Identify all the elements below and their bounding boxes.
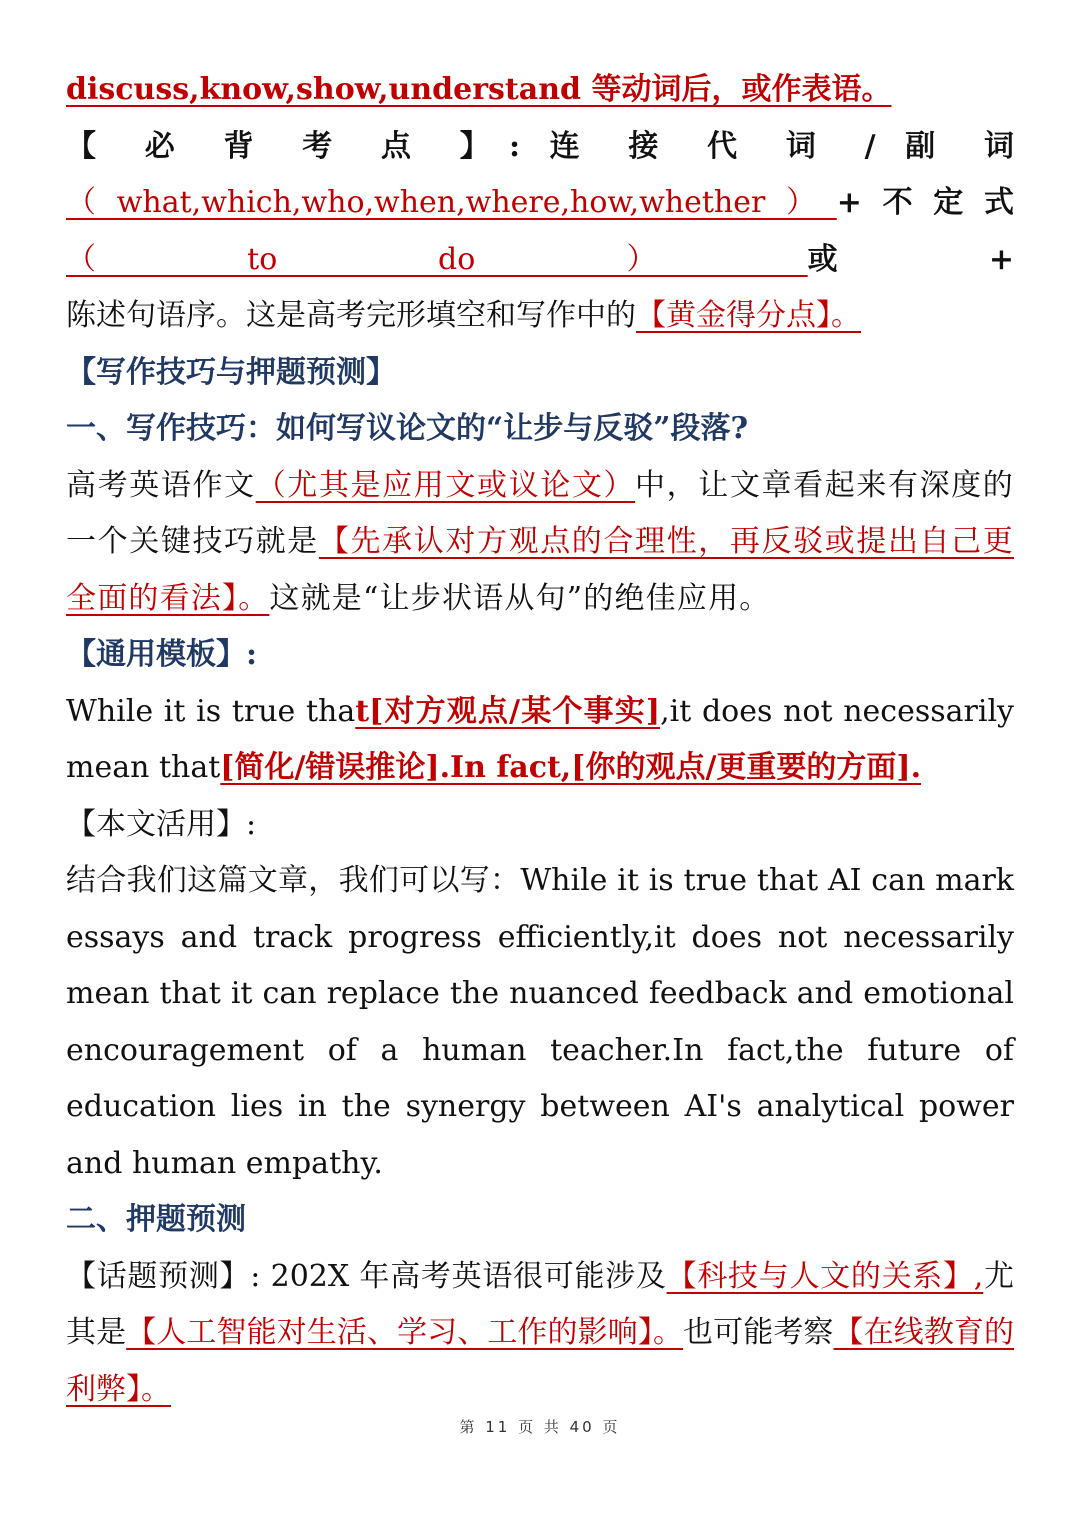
prediction-highlight-3: 【在线教育的利弊】。 — [66, 1315, 1015, 1407]
template-slot-2: [简化/错误推论].In fact,[你的观点/更重要的方面]. — [220, 750, 922, 785]
golden-point-text: 【黄金得分点】。 — [636, 298, 861, 333]
must-memorize-label: 【 必 背 考 点 】: 连 接 代 词 / 副 词 — [66, 128, 1014, 164]
word-order-text: 陈述句语序。这是高考完形填空和写作中的 — [66, 298, 636, 333]
verbs-note-text: discuss,know,show,understand 等动词后，或作表语。 — [66, 72, 892, 107]
writing-section-heading: 【写作技巧与押题预测】 — [66, 354, 396, 390]
part2-heading: 二、押题预测 — [66, 1202, 246, 1237]
infinitive-label: +不定式 — [836, 185, 1015, 220]
prediction-text-3: 也可能考察 — [683, 1315, 834, 1350]
line-connectives — [66, 175, 1014, 288]
document-body — [66, 62, 1014, 1418]
page-number-footer: 第 11 页 共 40 页 — [459, 1418, 621, 1436]
to-do-label: （to do） — [66, 241, 808, 277]
para1-highlight-1: （尤其是应用文或议论文） — [255, 467, 636, 503]
line-verbs-note — [66, 62, 1014, 119]
template-slot-1: t[对方观点/某个事实] — [355, 693, 661, 729]
concession-paragraph — [66, 458, 1014, 628]
para1-text-1: 高考英语作文 — [66, 467, 256, 503]
must-memorize-heading — [66, 119, 1014, 176]
template-text-1: While it is true tha — [66, 693, 356, 729]
usage-heading: 【本文活用】: — [66, 806, 257, 842]
or-plus-label: 或+ — [807, 241, 1014, 277]
para1-text-3: 这就是“让步状语从句”的绝佳应用。 — [269, 580, 771, 616]
prediction-paragraph — [66, 1249, 1014, 1419]
template-text-2: ,it does not necessarily mean that — [66, 693, 1014, 785]
para1-text-2: 中，让文章看起来有深度的一个关键技巧就是 — [66, 467, 1014, 559]
line-word-order — [66, 288, 1014, 345]
template-heading: 【通用模板】: — [66, 637, 258, 672]
usage-paragraph: 结合我们这篇文章，我们可以写：While it is true that AI can mark essays and track progress efficiently,it does not necessarily mean that it can replace the nuanced feedback and emotional encouragement of a human teacher.In fact,the future of education lies in the synergy between AI's analytical power and human empathy. — [66, 863, 1014, 1181]
template-sentence — [66, 684, 1014, 797]
prediction-text-2: 尤其是 — [66, 1258, 1014, 1350]
prediction-highlight-2: 【人工智能对生活、学习、工作的影响】。 — [126, 1315, 684, 1350]
prediction-text-1: 【话题预测】: 202X 年高考英语很可能涉及 — [66, 1258, 667, 1294]
connectives-list: （what,which,who,when,where,how,whether） — [66, 185, 837, 220]
prediction-highlight-1: 【科技与人文的关系】, — [666, 1258, 984, 1294]
part1-heading: 一、写作技巧：如何写议论文的“让步与反驳”段落? — [66, 411, 749, 446]
para1-highlight-2: 【先承认对方观点的合理性，再反驳或提出自己更全面的看法】。 — [66, 524, 1014, 616]
